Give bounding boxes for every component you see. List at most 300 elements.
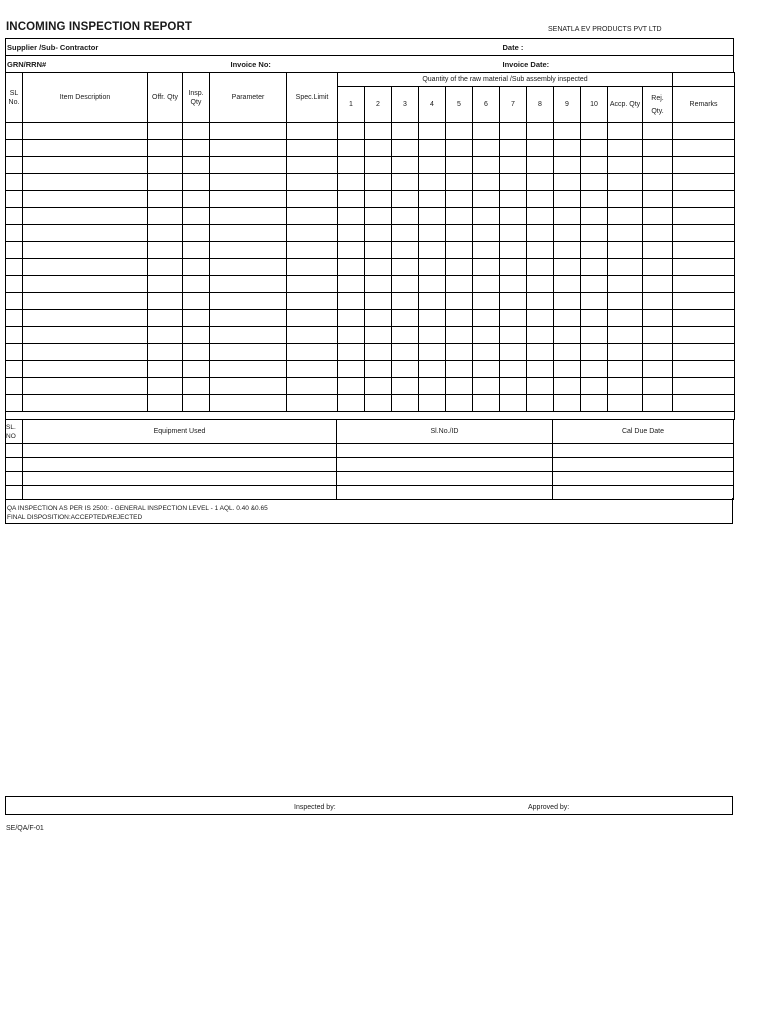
table-cell[interactable] [643,259,673,276]
table-cell[interactable] [446,395,473,412]
table-cell[interactable] [23,157,148,174]
table-cell[interactable] [608,378,643,395]
table-cell[interactable] [365,191,392,208]
table-cell[interactable] [392,259,419,276]
table-cell[interactable] [581,361,608,378]
table-cell[interactable] [148,361,183,378]
table-cell[interactable] [554,361,581,378]
table-cell[interactable] [527,191,554,208]
table-cell[interactable] [338,242,365,259]
table-cell[interactable] [673,310,735,327]
table-cell[interactable] [287,344,338,361]
table-cell[interactable] [6,140,23,157]
table-cell[interactable] [287,395,338,412]
supplier-value[interactable] [231,39,503,56]
table-cell[interactable] [23,259,148,276]
table-cell[interactable] [527,361,554,378]
table-cell[interactable] [446,191,473,208]
table-cell[interactable] [6,174,23,191]
table-cell[interactable] [183,276,210,293]
table-cell[interactable] [419,174,446,191]
table-cell[interactable] [500,174,527,191]
table-cell[interactable] [419,361,446,378]
table-cell[interactable] [392,293,419,310]
table-cell[interactable] [673,140,735,157]
table-cell[interactable] [210,191,287,208]
table-cell[interactable] [210,242,287,259]
table-cell[interactable] [23,395,148,412]
table-cell[interactable] [183,191,210,208]
table-cell[interactable] [473,140,500,157]
table-cell[interactable] [419,191,446,208]
table-cell[interactable] [338,395,365,412]
table-cell[interactable] [608,293,643,310]
table-cell[interactable] [6,123,23,140]
table-cell[interactable] [643,361,673,378]
table-cell[interactable] [183,327,210,344]
table-cell[interactable] [338,378,365,395]
table-cell[interactable] [554,395,581,412]
table-cell[interactable] [527,259,554,276]
table-cell[interactable] [608,361,643,378]
table-cell[interactable] [527,327,554,344]
table-cell[interactable] [673,123,735,140]
table-cell[interactable] [23,310,148,327]
table-cell[interactable] [527,395,554,412]
table-cell[interactable] [365,361,392,378]
table-cell[interactable] [554,310,581,327]
table-cell[interactable] [392,361,419,378]
table-cell[interactable] [392,123,419,140]
table-cell[interactable] [643,123,673,140]
table-cell[interactable] [287,242,338,259]
table-cell[interactable] [473,361,500,378]
table-cell[interactable] [23,327,148,344]
table-cell[interactable] [287,191,338,208]
table-cell[interactable] [6,242,23,259]
table-cell[interactable] [500,208,527,225]
table-cell[interactable] [338,293,365,310]
table-cell[interactable] [473,327,500,344]
table-cell[interactable] [287,378,338,395]
table-cell[interactable] [392,378,419,395]
table-cell[interactable] [581,276,608,293]
table-cell[interactable] [554,259,581,276]
table-cell[interactable] [500,310,527,327]
table-cell[interactable] [365,174,392,191]
table-cell[interactable] [581,395,608,412]
table-cell[interactable] [527,276,554,293]
table-cell[interactable] [365,123,392,140]
table-cell[interactable] [23,174,148,191]
table-cell[interactable] [183,208,210,225]
table-cell[interactable] [419,208,446,225]
table-cell[interactable] [446,242,473,259]
table-cell[interactable] [673,327,735,344]
table-cell[interactable] [148,259,183,276]
table-cell[interactable] [365,242,392,259]
table-cell[interactable] [554,191,581,208]
table-cell[interactable] [473,242,500,259]
equipment-cell[interactable] [337,472,553,486]
table-cell[interactable] [392,157,419,174]
table-cell[interactable] [446,208,473,225]
table-cell[interactable] [23,361,148,378]
table-cell[interactable] [210,123,287,140]
table-cell[interactable] [673,276,735,293]
table-cell[interactable] [287,174,338,191]
table-cell[interactable] [148,123,183,140]
table-cell[interactable] [365,208,392,225]
table-cell[interactable] [527,208,554,225]
table-cell[interactable] [338,259,365,276]
equipment-cell[interactable] [6,458,23,472]
table-cell[interactable] [608,157,643,174]
table-cell[interactable] [392,276,419,293]
table-cell[interactable] [287,293,338,310]
table-cell[interactable] [446,157,473,174]
table-cell[interactable] [210,327,287,344]
table-cell[interactable] [148,395,183,412]
table-cell[interactable] [446,123,473,140]
table-cell[interactable] [581,174,608,191]
table-cell[interactable] [581,208,608,225]
table-cell[interactable] [183,157,210,174]
table-cell[interactable] [608,276,643,293]
table-cell[interactable] [500,123,527,140]
table-cell[interactable] [419,293,446,310]
table-cell[interactable] [500,327,527,344]
table-cell[interactable] [643,378,673,395]
table-cell[interactable] [608,327,643,344]
table-cell[interactable] [581,259,608,276]
table-cell[interactable] [473,395,500,412]
table-cell[interactable] [643,344,673,361]
table-cell[interactable] [473,157,500,174]
equipment-cell[interactable] [6,444,23,458]
table-cell[interactable] [287,259,338,276]
table-cell[interactable] [148,191,183,208]
table-cell[interactable] [365,140,392,157]
table-cell[interactable] [500,242,527,259]
table-cell[interactable] [446,378,473,395]
table-cell[interactable] [210,157,287,174]
table-cell[interactable] [500,378,527,395]
table-cell[interactable] [210,140,287,157]
table-cell[interactable] [554,208,581,225]
table-cell[interactable] [287,157,338,174]
table-cell[interactable] [6,276,23,293]
table-cell[interactable] [500,276,527,293]
table-cell[interactable] [673,174,735,191]
table-cell[interactable] [392,208,419,225]
table-cell[interactable] [338,140,365,157]
table-cell[interactable] [554,327,581,344]
table-cell[interactable] [643,293,673,310]
table-cell[interactable] [554,174,581,191]
table-cell[interactable] [419,344,446,361]
table-cell[interactable] [643,140,673,157]
table-cell[interactable] [419,310,446,327]
table-cell[interactable] [446,293,473,310]
equipment-cell[interactable] [553,472,734,486]
table-cell[interactable] [473,225,500,242]
table-cell[interactable] [23,378,148,395]
table-cell[interactable] [148,242,183,259]
equipment-cell[interactable] [23,472,337,486]
table-cell[interactable] [608,344,643,361]
table-cell[interactable] [183,344,210,361]
table-cell[interactable] [608,208,643,225]
table-cell[interactable] [183,310,210,327]
table-cell[interactable] [338,361,365,378]
table-cell[interactable] [581,191,608,208]
table-cell[interactable] [608,140,643,157]
table-cell[interactable] [527,293,554,310]
table-cell[interactable] [673,191,735,208]
table-cell[interactable] [338,344,365,361]
table-cell[interactable] [643,174,673,191]
table-cell[interactable] [643,242,673,259]
table-cell[interactable] [581,378,608,395]
table-cell[interactable] [6,327,23,344]
table-cell[interactable] [581,242,608,259]
table-cell[interactable] [527,157,554,174]
table-cell[interactable] [210,276,287,293]
table-cell[interactable] [6,259,23,276]
table-cell[interactable] [210,310,287,327]
table-cell[interactable] [446,140,473,157]
table-cell[interactable] [6,191,23,208]
table-cell[interactable] [419,242,446,259]
table-cell[interactable] [419,225,446,242]
table-cell[interactable] [23,293,148,310]
table-cell[interactable] [527,378,554,395]
table-cell[interactable] [446,327,473,344]
table-cell[interactable] [473,378,500,395]
table-cell[interactable] [673,208,735,225]
table-cell[interactable] [473,293,500,310]
table-cell[interactable] [473,344,500,361]
table-cell[interactable] [365,344,392,361]
equipment-cell[interactable] [23,444,337,458]
table-cell[interactable] [419,157,446,174]
table-cell[interactable] [210,361,287,378]
table-cell[interactable] [608,174,643,191]
table-cell[interactable] [148,208,183,225]
table-cell[interactable] [581,225,608,242]
table-cell[interactable] [210,174,287,191]
table-cell[interactable] [527,310,554,327]
table-cell[interactable] [365,327,392,344]
table-cell[interactable] [554,157,581,174]
table-cell[interactable] [148,310,183,327]
table-cell[interactable] [473,208,500,225]
table-cell[interactable] [148,378,183,395]
table-cell[interactable] [500,191,527,208]
table-cell[interactable] [500,225,527,242]
table-cell[interactable] [446,310,473,327]
table-cell[interactable] [183,293,210,310]
table-cell[interactable] [338,225,365,242]
table-cell[interactable] [392,327,419,344]
table-cell[interactable] [643,276,673,293]
table-cell[interactable] [473,259,500,276]
table-cell[interactable] [608,191,643,208]
table-cell[interactable] [419,123,446,140]
table-cell[interactable] [23,276,148,293]
table-cell[interactable] [419,395,446,412]
table-cell[interactable] [210,225,287,242]
table-cell[interactable] [500,395,527,412]
table-cell[interactable] [183,259,210,276]
table-cell[interactable] [287,361,338,378]
table-cell[interactable] [338,327,365,344]
table-cell[interactable] [608,225,643,242]
equipment-cell[interactable] [6,472,23,486]
table-cell[interactable] [673,293,735,310]
table-cell[interactable] [6,361,23,378]
table-cell[interactable] [554,293,581,310]
table-cell[interactable] [673,259,735,276]
table-cell[interactable] [446,361,473,378]
table-cell[interactable] [210,208,287,225]
table-cell[interactable] [183,140,210,157]
table-cell[interactable] [581,344,608,361]
equipment-cell[interactable] [23,458,337,472]
table-cell[interactable] [210,344,287,361]
table-cell[interactable] [419,327,446,344]
table-cell[interactable] [554,140,581,157]
table-cell[interactable] [392,191,419,208]
table-cell[interactable] [365,157,392,174]
table-cell[interactable] [287,225,338,242]
table-cell[interactable] [183,378,210,395]
table-cell[interactable] [6,310,23,327]
table-cell[interactable] [6,344,23,361]
table-cell[interactable] [527,242,554,259]
table-cell[interactable] [473,310,500,327]
table-cell[interactable] [183,174,210,191]
table-cell[interactable] [608,242,643,259]
table-cell[interactable] [338,123,365,140]
table-cell[interactable] [287,327,338,344]
table-cell[interactable] [6,225,23,242]
table-cell[interactable] [365,259,392,276]
table-cell[interactable] [581,310,608,327]
table-cell[interactable] [419,140,446,157]
table-cell[interactable] [392,310,419,327]
table-cell[interactable] [446,174,473,191]
table-cell[interactable] [473,191,500,208]
table-cell[interactable] [608,123,643,140]
table-cell[interactable] [148,293,183,310]
table-cell[interactable] [419,378,446,395]
table-cell[interactable] [287,208,338,225]
table-cell[interactable] [210,259,287,276]
table-cell[interactable] [392,395,419,412]
equipment-cell[interactable] [553,458,734,472]
table-cell[interactable] [23,140,148,157]
table-cell[interactable] [148,174,183,191]
table-cell[interactable] [365,310,392,327]
table-cell[interactable] [365,225,392,242]
table-cell[interactable] [673,242,735,259]
table-cell[interactable] [210,378,287,395]
table-cell[interactable] [338,276,365,293]
table-cell[interactable] [527,344,554,361]
table-cell[interactable] [23,191,148,208]
table-cell[interactable] [392,242,419,259]
table-cell[interactable] [527,225,554,242]
table-cell[interactable] [473,276,500,293]
table-cell[interactable] [500,259,527,276]
table-cell[interactable] [287,140,338,157]
table-cell[interactable] [643,157,673,174]
table-cell[interactable] [148,327,183,344]
table-cell[interactable] [419,259,446,276]
table-cell[interactable] [608,310,643,327]
table-cell[interactable] [643,327,673,344]
table-cell[interactable] [500,344,527,361]
table-cell[interactable] [419,276,446,293]
table-cell[interactable] [392,140,419,157]
table-cell[interactable] [6,157,23,174]
table-cell[interactable] [392,344,419,361]
table-cell[interactable] [338,208,365,225]
table-cell[interactable] [287,276,338,293]
table-cell[interactable] [23,208,148,225]
table-cell[interactable] [446,225,473,242]
table-cell[interactable] [608,395,643,412]
table-cell[interactable] [23,344,148,361]
table-cell[interactable] [183,242,210,259]
table-cell[interactable] [183,225,210,242]
table-cell[interactable] [673,344,735,361]
table-cell[interactable] [500,361,527,378]
table-cell[interactable] [287,310,338,327]
table-cell[interactable] [365,276,392,293]
table-cell[interactable] [643,191,673,208]
table-cell[interactable] [554,344,581,361]
table-cell[interactable] [183,395,210,412]
table-cell[interactable] [210,395,287,412]
table-cell[interactable] [554,225,581,242]
table-cell[interactable] [23,225,148,242]
table-cell[interactable] [365,293,392,310]
table-cell[interactable] [554,123,581,140]
table-cell[interactable] [183,123,210,140]
table-cell[interactable] [500,157,527,174]
table-cell[interactable] [23,123,148,140]
table-cell[interactable] [554,378,581,395]
table-cell[interactable] [608,259,643,276]
table-cell[interactable] [581,123,608,140]
table-cell[interactable] [6,293,23,310]
table-cell[interactable] [210,293,287,310]
table-cell[interactable] [338,157,365,174]
table-cell[interactable] [446,276,473,293]
table-cell[interactable] [287,123,338,140]
table-cell[interactable] [581,140,608,157]
table-cell[interactable] [148,140,183,157]
table-cell[interactable] [643,310,673,327]
table-cell[interactable] [148,344,183,361]
table-cell[interactable] [643,225,673,242]
table-cell[interactable] [673,378,735,395]
table-cell[interactable] [673,361,735,378]
table-cell[interactable] [446,259,473,276]
